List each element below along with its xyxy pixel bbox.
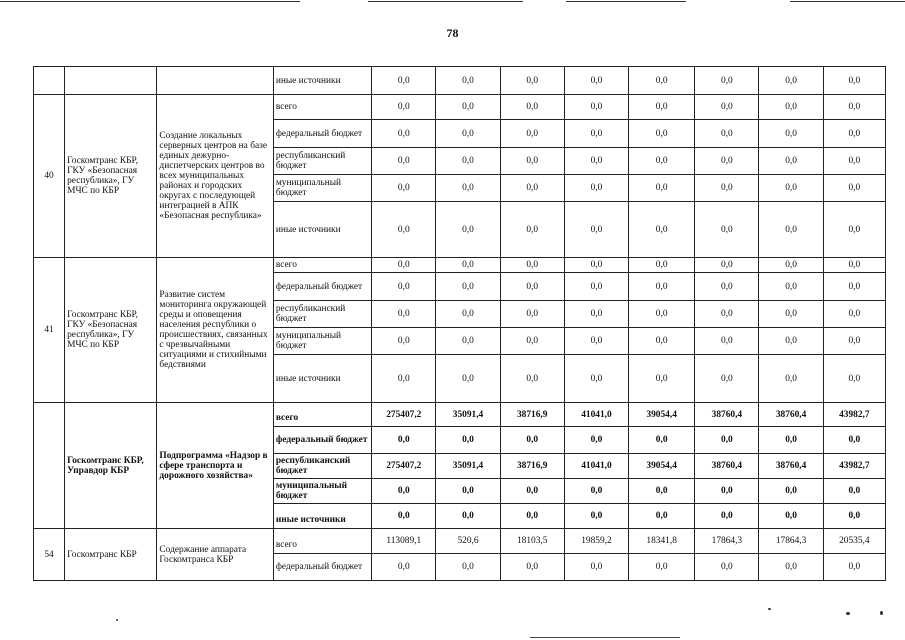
value-cell: 19859,2 <box>564 529 628 554</box>
value-cell: 0,0 <box>823 67 885 95</box>
value-cell: 0,0 <box>695 148 759 175</box>
executor-cell: Госкомтранс КБР <box>65 529 157 581</box>
value-cell: 0,0 <box>823 301 885 328</box>
value-cell: 0,0 <box>759 355 823 403</box>
value-cell: 18103,5 <box>500 529 564 554</box>
table-row <box>34 258 886 273</box>
value-cell: 0,0 <box>629 95 695 120</box>
value-cell: 0,0 <box>436 328 500 355</box>
event-cell: Создание локальных серверных центров на базе единых дежурно-диспетчерских центров во всех муниципальных районах и городских округах с последующей интеграцией в АПК «Безопасная республика» <box>157 95 273 258</box>
executor-cell: Госкомтранс КБР, ГКУ «Безопасная республика», ГУ МЧС по КБР <box>65 258 157 403</box>
value-cell: 0,0 <box>695 328 759 355</box>
value-cell: 0,0 <box>695 202 759 258</box>
value-cell: 0,0 <box>629 504 695 529</box>
value-cell: 0,0 <box>564 328 628 355</box>
value-cell: 0,0 <box>823 120 885 148</box>
value-cell: 0,0 <box>759 95 823 120</box>
value-cell: 43982,7 <box>823 403 885 427</box>
value-cell: 0,0 <box>564 554 628 581</box>
funding-source-cell: республиканский бюджет <box>273 454 371 479</box>
top-rule-left <box>0 1 300 2</box>
value-cell: 0,0 <box>564 148 628 175</box>
value-cell: 39054,4 <box>629 454 695 479</box>
value-cell: 0,0 <box>823 355 885 403</box>
value-cell: 41041,0 <box>564 454 628 479</box>
value-cell: 0,0 <box>372 479 436 504</box>
value-cell: 0,0 <box>500 554 564 581</box>
value-cell: 0,0 <box>500 258 564 273</box>
funding-source-cell: иные источники <box>273 202 371 258</box>
funding-source-cell: иные источники <box>273 504 371 529</box>
value-cell: 0,0 <box>564 355 628 403</box>
event-cell: Содержание аппарата Госкомтранса КБР <box>157 529 273 581</box>
funding-source-cell: республиканский бюджет <box>273 148 371 175</box>
page-number: 78 <box>446 26 459 40</box>
value-cell: 0,0 <box>759 554 823 581</box>
value-cell: 0,0 <box>500 175 564 202</box>
value-cell: 0,0 <box>823 504 885 529</box>
value-cell: 0,0 <box>629 554 695 581</box>
event-cell: Подпрограмма «Надзор в сфере транспорта и дорожного хозяйства» <box>157 403 273 529</box>
value-cell: 0,0 <box>759 67 823 95</box>
value-cell: 0,0 <box>695 273 759 301</box>
value-cell: 38760,4 <box>695 403 759 427</box>
value-cell: 0,0 <box>759 301 823 328</box>
value-cell: 0,0 <box>500 355 564 403</box>
value-cell: 43982,7 <box>823 454 885 479</box>
value-cell: 0,0 <box>564 202 628 258</box>
value-cell: 0,0 <box>564 95 628 120</box>
value-cell: 0,0 <box>500 273 564 301</box>
value-cell: 0,0 <box>372 148 436 175</box>
top-rule-far-right <box>790 1 905 2</box>
value-cell: 0,0 <box>823 258 885 273</box>
value-cell: 0,0 <box>372 301 436 328</box>
value-cell: 0,0 <box>695 427 759 454</box>
value-cell: 0,0 <box>436 202 500 258</box>
value-cell: 20535,4 <box>823 529 885 554</box>
event-cell <box>157 67 273 95</box>
funding-source-cell: федеральный бюджет <box>273 554 371 581</box>
value-cell: 0,0 <box>759 273 823 301</box>
value-cell: 0,0 <box>629 355 695 403</box>
value-cell: 0,0 <box>564 427 628 454</box>
value-cell: 0,0 <box>695 175 759 202</box>
value-cell: 0,0 <box>436 554 500 581</box>
value-cell: 0,0 <box>759 175 823 202</box>
value-cell: 0,0 <box>695 554 759 581</box>
value-cell: 0,0 <box>436 301 500 328</box>
value-cell: 0,0 <box>436 427 500 454</box>
value-cell: 38760,4 <box>695 454 759 479</box>
funding-source-cell: всего <box>273 95 371 120</box>
value-cell: 0,0 <box>372 175 436 202</box>
row-number-cell: 40 <box>34 95 65 258</box>
scan-speck <box>116 619 118 621</box>
value-cell: 0,0 <box>564 273 628 301</box>
value-cell: 0,0 <box>372 273 436 301</box>
value-cell: 0,0 <box>372 427 436 454</box>
value-cell: 0,0 <box>436 273 500 301</box>
value-cell: 0,0 <box>500 328 564 355</box>
value-cell: 0,0 <box>823 273 885 301</box>
value-cell: 0,0 <box>500 504 564 529</box>
value-cell: 0,0 <box>759 202 823 258</box>
executor-cell: Госкомтранс КБР, Управдор КБР <box>65 403 157 529</box>
value-cell: 0,0 <box>436 355 500 403</box>
value-cell: 0,0 <box>759 504 823 529</box>
funding-source-cell: муниципальный бюджет <box>273 175 371 202</box>
value-cell: 0,0 <box>759 148 823 175</box>
value-cell: 0,0 <box>436 120 500 148</box>
value-cell: 0,0 <box>629 427 695 454</box>
value-cell: 0,0 <box>759 479 823 504</box>
value-cell: 0,0 <box>436 258 500 273</box>
value-cell: 41041,0 <box>564 403 628 427</box>
value-cell: 0,0 <box>436 479 500 504</box>
value-cell: 0,0 <box>629 148 695 175</box>
value-cell: 0,0 <box>629 67 695 95</box>
row-number-cell <box>34 67 65 95</box>
value-cell: 520,6 <box>436 529 500 554</box>
executor-cell: Госкомтранс КБР, ГКУ «Безопасная республика», ГУ МЧС по КБР <box>65 95 157 258</box>
value-cell: 17864,3 <box>759 529 823 554</box>
value-cell: 0,0 <box>695 479 759 504</box>
event-cell: Развитие систем мониторинга окружающей среды и оповещения населения республики о происшествиях, связанных с чрезвычайными ситуациями и стихийными бедствиями <box>157 258 273 403</box>
value-cell: 0,0 <box>823 554 885 581</box>
row-number-cell <box>34 403 65 529</box>
scan-speck <box>880 611 883 615</box>
value-cell: 0,0 <box>629 301 695 328</box>
executor-cell <box>65 67 157 95</box>
value-cell: 17864,3 <box>695 529 759 554</box>
value-cell: 0,0 <box>823 328 885 355</box>
value-cell: 0,0 <box>436 95 500 120</box>
value-cell: 0,0 <box>759 328 823 355</box>
table-row <box>34 67 886 95</box>
value-cell: 0,0 <box>372 120 436 148</box>
value-cell: 0,0 <box>629 175 695 202</box>
value-cell: 0,0 <box>823 202 885 258</box>
value-cell: 0,0 <box>823 427 885 454</box>
value-cell: 0,0 <box>372 328 436 355</box>
value-cell: 113089,1 <box>372 529 436 554</box>
value-cell: 0,0 <box>372 258 436 273</box>
value-cell: 0,0 <box>695 504 759 529</box>
value-cell: 275407,2 <box>372 403 436 427</box>
value-cell: 0,0 <box>500 427 564 454</box>
value-cell: 0,0 <box>695 67 759 95</box>
value-cell: 0,0 <box>564 120 628 148</box>
value-cell: 0,0 <box>372 67 436 95</box>
value-cell: 38760,4 <box>759 403 823 427</box>
budget-table <box>33 66 886 581</box>
value-cell: 0,0 <box>500 95 564 120</box>
value-cell: 18341,8 <box>629 529 695 554</box>
value-cell: 38716,9 <box>500 454 564 479</box>
value-cell: 0,0 <box>500 148 564 175</box>
funding-source-cell: всего <box>273 529 371 554</box>
value-cell: 0,0 <box>759 120 823 148</box>
value-cell: 0,0 <box>436 504 500 529</box>
value-cell: 0,0 <box>823 95 885 120</box>
scan-speck <box>768 608 771 610</box>
value-cell: 0,0 <box>629 273 695 301</box>
value-cell: 38760,4 <box>759 454 823 479</box>
value-cell: 0,0 <box>629 328 695 355</box>
value-cell: 0,0 <box>823 175 885 202</box>
value-cell: 39054,4 <box>629 403 695 427</box>
funding-source-cell: федеральный бюджет <box>273 273 371 301</box>
value-cell: 0,0 <box>372 95 436 120</box>
value-cell: 0,0 <box>372 504 436 529</box>
value-cell: 0,0 <box>695 355 759 403</box>
value-cell: 0,0 <box>823 479 885 504</box>
value-cell: 0,0 <box>759 258 823 273</box>
value-cell: 275407,2 <box>372 454 436 479</box>
value-cell: 0,0 <box>629 479 695 504</box>
value-cell: 0,0 <box>372 202 436 258</box>
value-cell: 0,0 <box>564 258 628 273</box>
funding-source-cell: муниципальный бюджет <box>273 479 371 504</box>
value-cell: 0,0 <box>823 148 885 175</box>
value-cell: 35091,4 <box>436 403 500 427</box>
value-cell: 0,0 <box>564 479 628 504</box>
value-cell: 0,0 <box>629 202 695 258</box>
funding-source-cell: всего <box>273 403 371 427</box>
value-cell: 0,0 <box>564 175 628 202</box>
value-cell: 0,0 <box>629 120 695 148</box>
value-cell: 0,0 <box>500 301 564 328</box>
value-cell: 0,0 <box>759 427 823 454</box>
value-cell: 0,0 <box>564 67 628 95</box>
value-cell: 38716,9 <box>500 403 564 427</box>
row-number-cell: 41 <box>34 258 65 403</box>
table-row <box>34 95 886 120</box>
row-number-cell: 54 <box>34 529 65 581</box>
value-cell: 0,0 <box>436 175 500 202</box>
funding-source-cell: иные источники <box>273 67 371 95</box>
value-cell: 0,0 <box>500 120 564 148</box>
value-cell: 0,0 <box>695 301 759 328</box>
table-row <box>34 529 886 554</box>
value-cell: 0,0 <box>500 479 564 504</box>
top-rule-middle <box>368 1 523 2</box>
value-cell: 0,0 <box>564 504 628 529</box>
funding-source-cell: республиканский бюджет <box>273 301 371 328</box>
value-cell: 35091,4 <box>436 454 500 479</box>
funding-source-cell: федеральный бюджет <box>273 120 371 148</box>
value-cell: 0,0 <box>436 67 500 95</box>
funding-source-cell: федеральный бюджет <box>273 427 371 454</box>
value-cell: 0,0 <box>372 554 436 581</box>
value-cell: 0,0 <box>695 258 759 273</box>
bottom-rule <box>530 637 680 638</box>
value-cell: 0,0 <box>695 95 759 120</box>
value-cell: 0,0 <box>629 258 695 273</box>
table-row <box>34 403 886 427</box>
funding-source-cell: муниципальный бюджет <box>273 328 371 355</box>
funding-source-cell: всего <box>273 258 371 273</box>
value-cell: 0,0 <box>372 355 436 403</box>
scan-speck <box>846 612 850 615</box>
value-cell: 0,0 <box>500 67 564 95</box>
funding-source-cell: иные источники <box>273 355 371 403</box>
value-cell: 0,0 <box>436 148 500 175</box>
value-cell: 0,0 <box>695 120 759 148</box>
value-cell: 0,0 <box>500 202 564 258</box>
value-cell: 0,0 <box>564 301 628 328</box>
top-rule-right <box>566 1 686 2</box>
